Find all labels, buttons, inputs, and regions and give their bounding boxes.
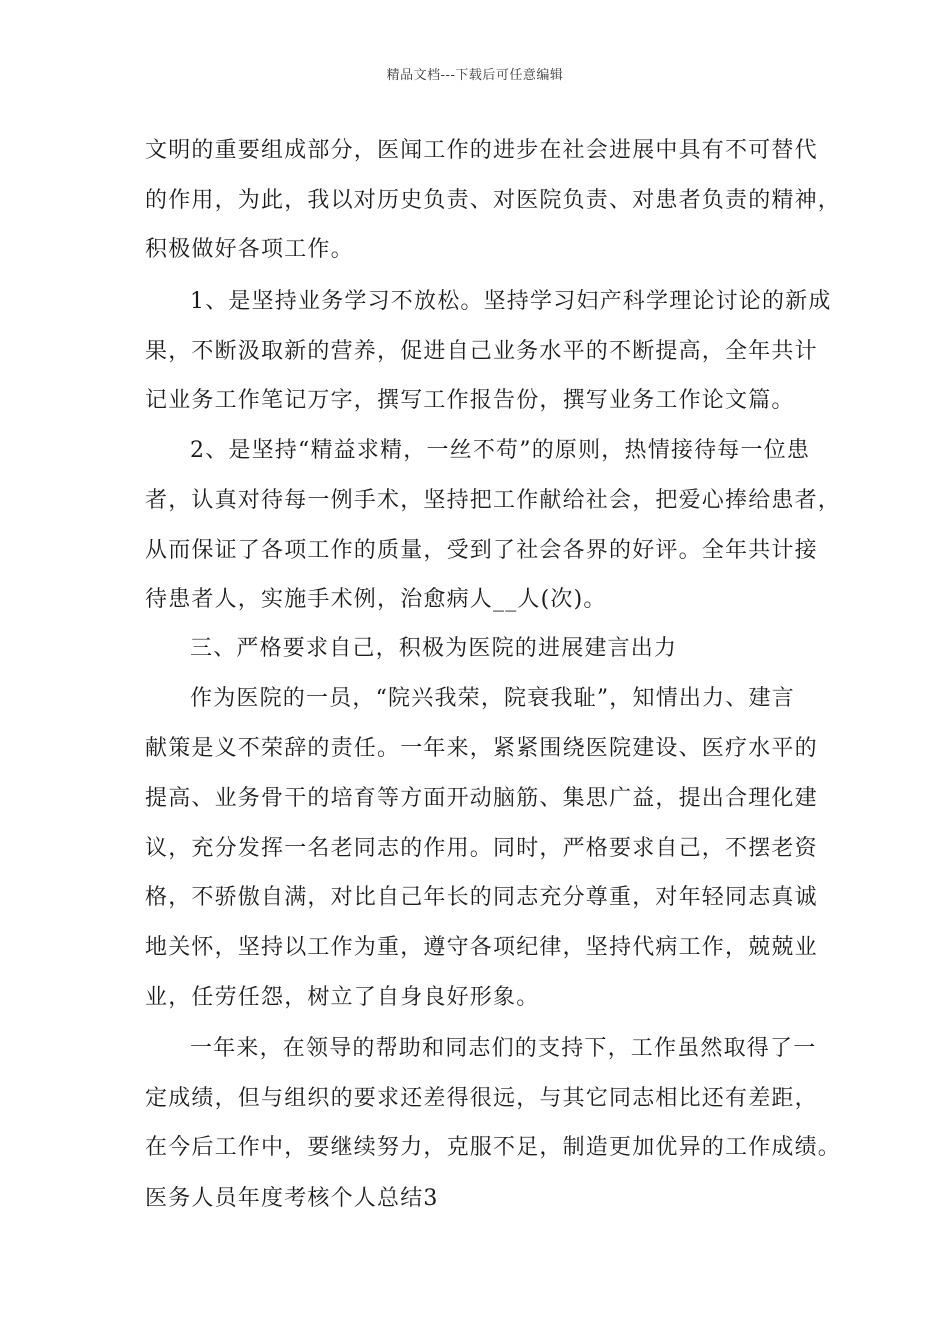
text-line: 待患者人，实施手术例，治愈病人__人(次)。 (145, 587, 607, 612)
page-header: 精品文档---下载后可任意编辑 (386, 68, 564, 83)
text-line: 1、是坚持业务学习不放松。坚持学习妇产科学理论讨论的新成 (190, 289, 832, 314)
document-title: 医务人员年度考核个人总结3 (145, 1186, 439, 1211)
text-line: 业，任劳任怨，树立了自身良好形象。 (145, 985, 540, 1010)
text-line: 一年来，在领导的帮助和同志们的支持下，工作虽然取得了一 (190, 1036, 817, 1061)
section-heading: 三、严格要求自己，积极为医院的进展建言出力 (190, 636, 678, 661)
text-line: 格，不骄傲自满，对比自己年长的同志充分尊重，对年轻同志真诚 (145, 885, 818, 910)
text-line: 2、是坚持“精益求精，一丝不苟”的原则，热情接待每一位患 (190, 438, 811, 463)
text-line: 地关怀，坚持以工作为重，遵守各项纪律，坚持代病工作，兢兢业 (145, 935, 818, 960)
text-line: 献策是义不荣辞的责任。一年来，紧紧围绕医院建设、医疗水平的 (145, 736, 818, 761)
text-line: 提高、业务骨干的培育等方面开动脑筋、集思广益，提出合理化建 (145, 786, 818, 811)
text-line: 在今后工作中，要继续努力，克服不足，制造更加优异的工作成绩。 (145, 1135, 842, 1160)
text-line: 文明的重要组成部分，医闻工作的进步在社会进展中具有不可替代 (145, 138, 818, 163)
text-line: 果，不断汲取新的营养，促进自己业务水平的不断提高，全年共计 (145, 339, 818, 364)
text-line: 积极做好各项工作。 (145, 237, 354, 262)
text-line: 的作用，为此，我以对历史负责、对医院负责、对患者负责的精神， (145, 188, 842, 213)
text-line: 议，充分发挥一名老同志的作用。同时，严格要求自己，不摆老资 (145, 836, 818, 861)
text-line: 从而保证了各项工作的质量，受到了社会各界的好评。全年共计接 (145, 538, 818, 563)
text-line: 定成绩，但与组织的要求还差得很远，与其它同志相比还有差距， (145, 1086, 818, 1111)
text-line: 作为医院的一员，“院兴我荣，院衰我耻”，知情出力、建言 (190, 686, 795, 711)
text-line: 记业务工作笔记万字，撰写工作报告份，撰写业务工作论文篇。 (145, 388, 795, 413)
text-line: 者，认真对待每一例手术，坚持把工作献给社会，把爱心捧给患者， (145, 488, 842, 513)
